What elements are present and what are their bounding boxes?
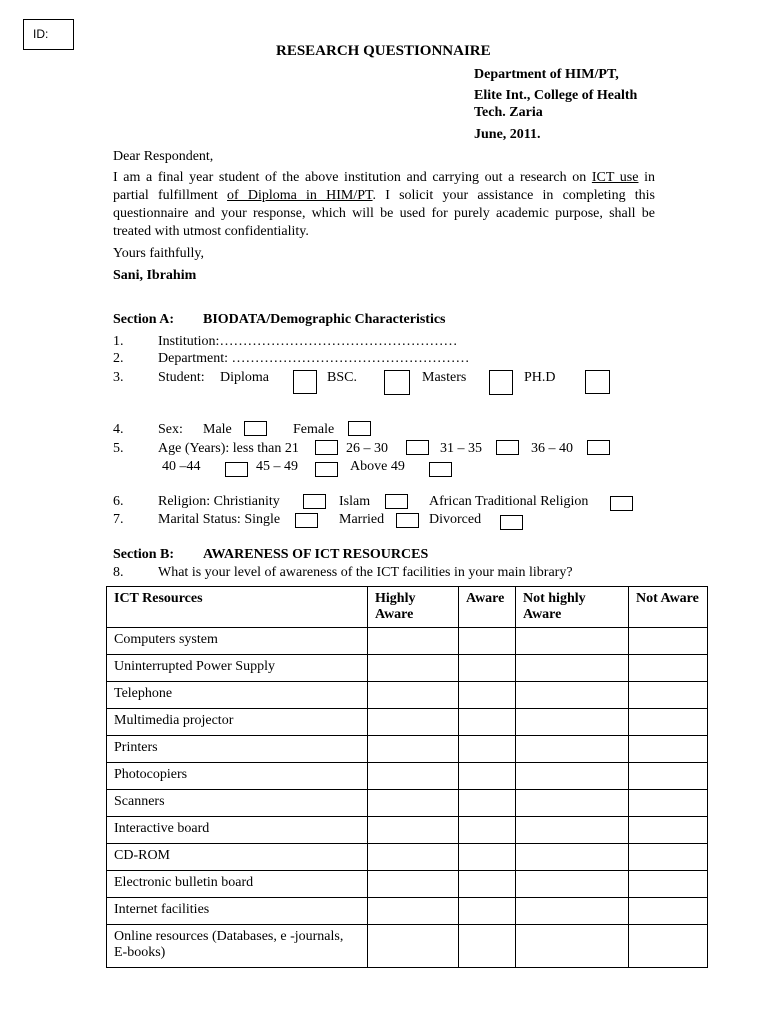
response-cell-not-aware[interactable] [629, 871, 708, 898]
response-cell-highly-aware[interactable] [368, 628, 459, 655]
address-date: June, 2011. [474, 127, 541, 142]
response-cell-not-aware[interactable] [629, 844, 708, 871]
response-cell-not-aware[interactable] [629, 925, 708, 968]
response-cell-aware[interactable] [459, 871, 516, 898]
ict-resource-label: Scanners [107, 790, 368, 817]
response-cell-not-aware[interactable] [629, 790, 708, 817]
ict-resource-label: Uninterrupted Power Supply [107, 655, 368, 682]
q6-option-islam: Islam [339, 494, 371, 509]
response-cell-not-highly-aware[interactable] [516, 790, 629, 817]
response-cell-highly-aware[interactable] [368, 682, 459, 709]
table-row [107, 763, 708, 790]
response-cell-not-highly-aware[interactable] [516, 736, 629, 763]
q3-option-masters: Masters [422, 370, 467, 385]
page-title: RESEARCH QUESTIONNAIRE [276, 43, 491, 59]
response-cell-not-highly-aware[interactable] [516, 763, 629, 790]
q5-option-45-49: 45 – 49 [256, 459, 298, 474]
table-row [107, 871, 708, 898]
q5-option-above-49: Above 49 [350, 459, 405, 474]
response-cell-not-aware[interactable] [629, 655, 708, 682]
address-line-1: Department of HIM/PT, [474, 67, 619, 82]
table-row [107, 925, 708, 968]
q1-number: 1. [113, 334, 124, 349]
table-row [107, 682, 708, 709]
letter-body [113, 169, 655, 241]
q4-number: 4. [113, 422, 124, 437]
response-cell-highly-aware[interactable] [368, 817, 459, 844]
response-cell-not-aware[interactable] [629, 628, 708, 655]
q7-single-checkbox[interactable] [295, 513, 318, 528]
q5-label: Age (Years): less than 21 [158, 441, 299, 456]
response-cell-aware[interactable] [459, 817, 516, 844]
table-header-row [107, 587, 708, 628]
response-cell-aware[interactable] [459, 925, 516, 968]
table-row [107, 736, 708, 763]
header-ict-resources: ICT Resources [107, 587, 368, 628]
ict-resource-label: CD-ROM [107, 844, 368, 871]
response-cell-aware[interactable] [459, 763, 516, 790]
address-line-2: Elite Int., College of Health [474, 88, 638, 103]
response-cell-not-highly-aware[interactable] [516, 682, 629, 709]
table-row [107, 817, 708, 844]
response-cell-not-highly-aware[interactable] [516, 925, 629, 968]
letter-body-ict-use: ICT use [591, 170, 639, 185]
response-cell-not-highly-aware[interactable] [516, 628, 629, 655]
ict-resource-label: Printers [107, 736, 368, 763]
q4-label: Sex: [158, 422, 183, 437]
q6-african-traditional-religion-checkbox[interactable] [610, 496, 633, 511]
table-row [107, 790, 708, 817]
response-cell-aware[interactable] [459, 655, 516, 682]
q2-department[interactable]: Department: …………………………………………… [158, 351, 470, 366]
address-line-3: Tech. Zaria [474, 105, 543, 120]
q5-45-49-checkbox[interactable] [315, 462, 338, 477]
q5-number: 5. [113, 441, 124, 456]
q8-question: What is your level of awareness of the ICT facilities in your main library? [158, 565, 573, 580]
ict-resource-label: Telephone [107, 682, 368, 709]
response-cell-not-highly-aware[interactable] [516, 817, 629, 844]
table-row [107, 898, 708, 925]
response-cell-highly-aware[interactable] [368, 898, 459, 925]
response-cell-aware[interactable] [459, 709, 516, 736]
q5-26-30-checkbox[interactable] [406, 440, 429, 455]
q8-number: 8. [113, 565, 124, 580]
q5-option-31-35: 31 – 35 [440, 441, 482, 456]
response-cell-aware[interactable] [459, 790, 516, 817]
q7-divorced-checkbox[interactable] [500, 515, 523, 530]
ict-resource-label: Multimedia projector [107, 709, 368, 736]
response-cell-aware[interactable] [459, 736, 516, 763]
ict-resource-label: Internet facilities [107, 898, 368, 925]
q7-option-married: Married [339, 512, 385, 527]
response-cell-highly-aware[interactable] [368, 709, 459, 736]
ict-resource-label: Electronic bulletin board [107, 871, 368, 898]
response-cell-aware[interactable] [459, 898, 516, 925]
response-cell-not-aware[interactable] [629, 817, 708, 844]
ict-resource-label: Photocopiers [107, 763, 368, 790]
q4-option-male: Male [203, 422, 232, 437]
response-cell-highly-aware[interactable] [368, 844, 459, 871]
letter-body-text-3: . I solicit your assistance in completing this questionnaire and your response, which will be used for purely academic purpose, shall be treated with utmost confidentiality. [113, 188, 655, 239]
q3-diploma-checkbox[interactable] [293, 370, 317, 394]
q6-number: 6. [113, 494, 124, 509]
q7-label: Marital Status: Single [158, 512, 281, 527]
q3-masters-checkbox[interactable] [489, 370, 513, 395]
q5-above-49-checkbox[interactable] [429, 462, 452, 477]
response-cell-highly-aware[interactable] [368, 925, 459, 968]
q6-islam-checkbox[interactable] [385, 494, 408, 509]
response-cell-not-aware[interactable] [629, 682, 708, 709]
id-box[interactable] [23, 19, 74, 50]
section-a-title: BIODATA/Demographic Characteristics [203, 312, 446, 327]
q3-option-diploma: Diploma [220, 370, 269, 385]
q1-institution[interactable]: Institution:…………………………………………… [158, 334, 458, 349]
q5-36-40-checkbox[interactable] [587, 440, 610, 455]
response-cell-aware[interactable] [459, 682, 516, 709]
response-cell-not-highly-aware[interactable] [516, 655, 629, 682]
letter-body-text-1: I am a final year student of the above institution and carrying out a research on [113, 170, 592, 185]
q3-bsc-checkbox[interactable] [384, 370, 410, 395]
ict-awareness-table [106, 586, 708, 968]
q4-option-female: Female [293, 422, 335, 437]
salutation: Dear Respondent, [113, 149, 214, 164]
section-b-title: AWARENESS OF ICT RESOURCES [203, 547, 429, 562]
q5-option-26-30: 26 – 30 [346, 441, 388, 456]
header-aware: Aware [459, 587, 516, 628]
ict-resource-label: Online resources (Databases, e -journals, E-books) [107, 925, 368, 968]
response-cell-highly-aware[interactable] [368, 655, 459, 682]
q3-option-bsc: BSC. [327, 370, 357, 385]
response-cell-aware[interactable] [459, 628, 516, 655]
q4-male-checkbox[interactable] [244, 421, 267, 436]
table-row [107, 709, 708, 736]
response-cell-highly-aware[interactable] [368, 790, 459, 817]
q3-phd-checkbox[interactable] [585, 370, 610, 394]
response-cell-highly-aware[interactable] [368, 736, 459, 763]
response-cell-not-highly-aware[interactable] [516, 898, 629, 925]
response-cell-not-aware[interactable] [629, 736, 708, 763]
response-cell-highly-aware[interactable] [368, 763, 459, 790]
response-cell-not-highly-aware[interactable] [516, 844, 629, 871]
q4-female-checkbox[interactable] [348, 421, 371, 436]
section-b-label: Section B: [113, 547, 175, 562]
q5-option-40-44: 40 –44 [162, 459, 201, 474]
table-row [107, 655, 708, 682]
q2-number: 2. [113, 351, 124, 366]
q3-number: 3. [113, 370, 124, 385]
response-cell-not-aware[interactable] [629, 898, 708, 925]
q3-option-phd: PH.D [524, 370, 556, 385]
q7-married-checkbox[interactable] [396, 513, 419, 528]
q5-31-35-checkbox[interactable] [496, 440, 519, 455]
section-a-label: Section A: [113, 312, 175, 327]
header-not-highly-aware: Not highly Aware [516, 587, 629, 628]
q5-option-36-40: 36 – 40 [531, 441, 573, 456]
q7-number: 7. [113, 512, 124, 527]
response-cell-not-highly-aware[interactable] [516, 871, 629, 898]
ict-resource-label: Interactive board [107, 817, 368, 844]
response-cell-highly-aware[interactable] [368, 871, 459, 898]
id-label: ID: [33, 27, 49, 41]
response-cell-not-aware[interactable] [629, 709, 708, 736]
header-not-aware: Not Aware [629, 587, 708, 628]
q6-label: Religion: Christianity [158, 494, 280, 509]
q3-label: Student: [158, 370, 205, 385]
response-cell-aware[interactable] [459, 844, 516, 871]
q5-less-than-21-checkbox[interactable] [315, 440, 338, 455]
table-row [107, 844, 708, 871]
q6-option-african-traditional-religion: African Traditional Religion [429, 494, 589, 509]
letter-body-diploma: of Diploma in HIM/PT [227, 188, 373, 203]
closing: Yours faithfully, [113, 246, 205, 261]
table-row [107, 628, 708, 655]
signature: Sani, Ibrahim [113, 268, 197, 283]
q5-40-44-checkbox[interactable] [225, 462, 248, 477]
q7-option-divorced: Divorced [429, 512, 482, 527]
letter-body-text-2: in partial fulfillment [113, 170, 656, 203]
ict-resource-label: Computers system [107, 628, 368, 655]
header-highly-aware: Highly Aware [368, 587, 459, 628]
q6-christianity-checkbox[interactable] [303, 494, 326, 509]
response-cell-not-aware[interactable] [629, 763, 708, 790]
response-cell-not-highly-aware[interactable] [516, 709, 629, 736]
